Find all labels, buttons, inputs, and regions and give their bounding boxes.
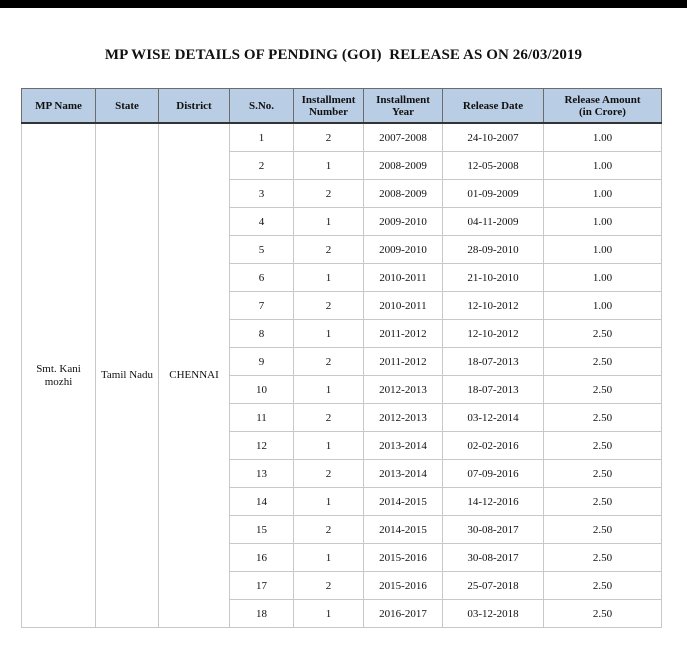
cell-release-date: 24-10-2007	[443, 123, 544, 152]
cell-release-amount: 2.50	[544, 544, 662, 572]
cell-installment-year: 2010-2011	[364, 292, 443, 320]
cell-installment-number: 2	[294, 180, 364, 208]
cell-release-amount: 1.00	[544, 152, 662, 180]
cell-sno: 17	[230, 572, 294, 600]
district-cell: CHENNAI	[159, 123, 230, 628]
cell-sno: 9	[230, 348, 294, 376]
cell-release-amount: 1.00	[544, 208, 662, 236]
cell-installment-year: 2015-2016	[364, 544, 443, 572]
cell-installment-year: 2011-2012	[364, 348, 443, 376]
cell-installment-number: 2	[294, 404, 364, 432]
cell-release-date: 03-12-2014	[443, 404, 544, 432]
cell-release-date: 18-07-2013	[443, 376, 544, 404]
cell-installment-number: 1	[294, 432, 364, 460]
cell-installment-number: 1	[294, 544, 364, 572]
cell-release-amount: 1.00	[544, 123, 662, 152]
cell-sno: 13	[230, 460, 294, 488]
mp-name-line1: Smt. Kani	[36, 362, 81, 375]
cell-release-date: 21-10-2010	[443, 264, 544, 292]
cell-installment-year: 2015-2016	[364, 572, 443, 600]
header-release-date: Release Date	[443, 89, 544, 124]
cell-installment-number: 2	[294, 348, 364, 376]
header-installment-year	[364, 89, 443, 124]
header-mp-name: MP Name	[22, 89, 96, 124]
cell-release-amount: 2.50	[544, 600, 662, 628]
cell-release-date: 12-05-2008	[443, 152, 544, 180]
cell-release-amount: 2.50	[544, 348, 662, 376]
cell-installment-number: 1	[294, 488, 364, 516]
cell-release-date: 04-11-2009	[443, 208, 544, 236]
cell-installment-year: 2008-2009	[364, 180, 443, 208]
cell-installment-number: 1	[294, 376, 364, 404]
cell-installment-number: 2	[294, 236, 364, 264]
header-release-amount	[544, 89, 662, 124]
cell-sno: 11	[230, 404, 294, 432]
cell-installment-number: 1	[294, 320, 364, 348]
cell-installment-number: 2	[294, 572, 364, 600]
cell-release-amount: 1.00	[544, 264, 662, 292]
cell-release-date: 01-09-2009	[443, 180, 544, 208]
cell-installment-number: 1	[294, 264, 364, 292]
cell-installment-year: 2014-2015	[364, 516, 443, 544]
cell-installment-number: 1	[294, 152, 364, 180]
cell-installment-year: 2013-2014	[364, 432, 443, 460]
cell-sno: 4	[230, 208, 294, 236]
header-state: State	[96, 89, 159, 124]
header-sno: S.No.	[230, 89, 294, 124]
header-installment-number	[294, 89, 364, 124]
cell-release-amount: 2.50	[544, 376, 662, 404]
cell-release-amount: 2.50	[544, 516, 662, 544]
cell-release-date: 12-10-2012	[443, 292, 544, 320]
cell-release-date: 30-08-2017	[443, 516, 544, 544]
cell-release-amount: 2.50	[544, 460, 662, 488]
cell-sno: 7	[230, 292, 294, 320]
cell-installment-year: 2012-2013	[364, 376, 443, 404]
cell-installment-year: 2007-2008	[364, 123, 443, 152]
cell-installment-number: 2	[294, 460, 364, 488]
cell-release-date: 03-12-2018	[443, 600, 544, 628]
cell-installment-number: 2	[294, 516, 364, 544]
cell-release-date: 30-08-2017	[443, 544, 544, 572]
cell-sno: 2	[230, 152, 294, 180]
cell-release-date: 02-02-2016	[443, 432, 544, 460]
cell-installment-year: 2009-2010	[364, 236, 443, 264]
header-installment-number-line1: Installment	[301, 93, 356, 106]
cell-sno: 8	[230, 320, 294, 348]
cell-sno: 15	[230, 516, 294, 544]
cell-release-date: 18-07-2013	[443, 348, 544, 376]
cell-installment-number: 1	[294, 600, 364, 628]
header-release-amount-line2: (in Crore)	[579, 105, 626, 118]
header-installment-year-line1: Installment	[376, 93, 430, 106]
cell-sno: 16	[230, 544, 294, 572]
cell-installment-number: 1	[294, 208, 364, 236]
top-border-bar	[0, 0, 687, 8]
table-header-row	[22, 89, 662, 124]
cell-release-amount: 2.50	[544, 572, 662, 600]
mp-name-line2: mozhi	[44, 375, 73, 388]
cell-installment-number: 2	[294, 292, 364, 320]
cell-installment-year: 2010-2011	[364, 264, 443, 292]
release-table	[21, 88, 662, 628]
cell-installment-year: 2014-2015	[364, 488, 443, 516]
table-row	[22, 123, 662, 152]
state-cell: Tamil Nadu	[96, 123, 159, 628]
cell-installment-year: 2011-2012	[364, 320, 443, 348]
cell-sno: 6	[230, 264, 294, 292]
cell-installment-year: 2013-2014	[364, 460, 443, 488]
cell-installment-year: 2016-2017	[364, 600, 443, 628]
header-release-amount-line1: Release Amount	[564, 93, 641, 106]
cell-installment-year: 2009-2010	[364, 208, 443, 236]
page-title: MP WISE DETAILS OF PENDING (GOI) RELEASE AS ON 26/03/2019	[104, 47, 583, 63]
cell-sno: 5	[230, 236, 294, 264]
cell-sno: 12	[230, 432, 294, 460]
cell-installment-year: 2008-2009	[364, 152, 443, 180]
cell-installment-number: 2	[294, 123, 364, 152]
cell-release-amount: 1.00	[544, 180, 662, 208]
cell-sno: 18	[230, 600, 294, 628]
cell-sno: 3	[230, 180, 294, 208]
cell-release-date: 28-09-2010	[443, 236, 544, 264]
cell-sno: 1	[230, 123, 294, 152]
cell-release-date: 12-10-2012	[443, 320, 544, 348]
cell-release-amount: 1.00	[544, 236, 662, 264]
cell-release-date: 07-09-2016	[443, 460, 544, 488]
cell-release-amount: 2.50	[544, 320, 662, 348]
cell-release-amount: 2.50	[544, 404, 662, 432]
cell-installment-year: 2012-2013	[364, 404, 443, 432]
cell-release-amount: 2.50	[544, 432, 662, 460]
cell-release-date: 25-07-2018	[443, 572, 544, 600]
header-installment-year-line2: Year	[392, 105, 414, 118]
cell-sno: 10	[230, 376, 294, 404]
cell-release-date: 14-12-2016	[443, 488, 544, 516]
cell-sno: 14	[230, 488, 294, 516]
table-body	[22, 123, 662, 628]
cell-release-amount: 1.00	[544, 292, 662, 320]
header-district: District	[159, 89, 230, 124]
mp-name-cell	[22, 123, 96, 628]
header-installment-number-line2: Number	[308, 105, 349, 118]
cell-release-amount: 2.50	[544, 488, 662, 516]
